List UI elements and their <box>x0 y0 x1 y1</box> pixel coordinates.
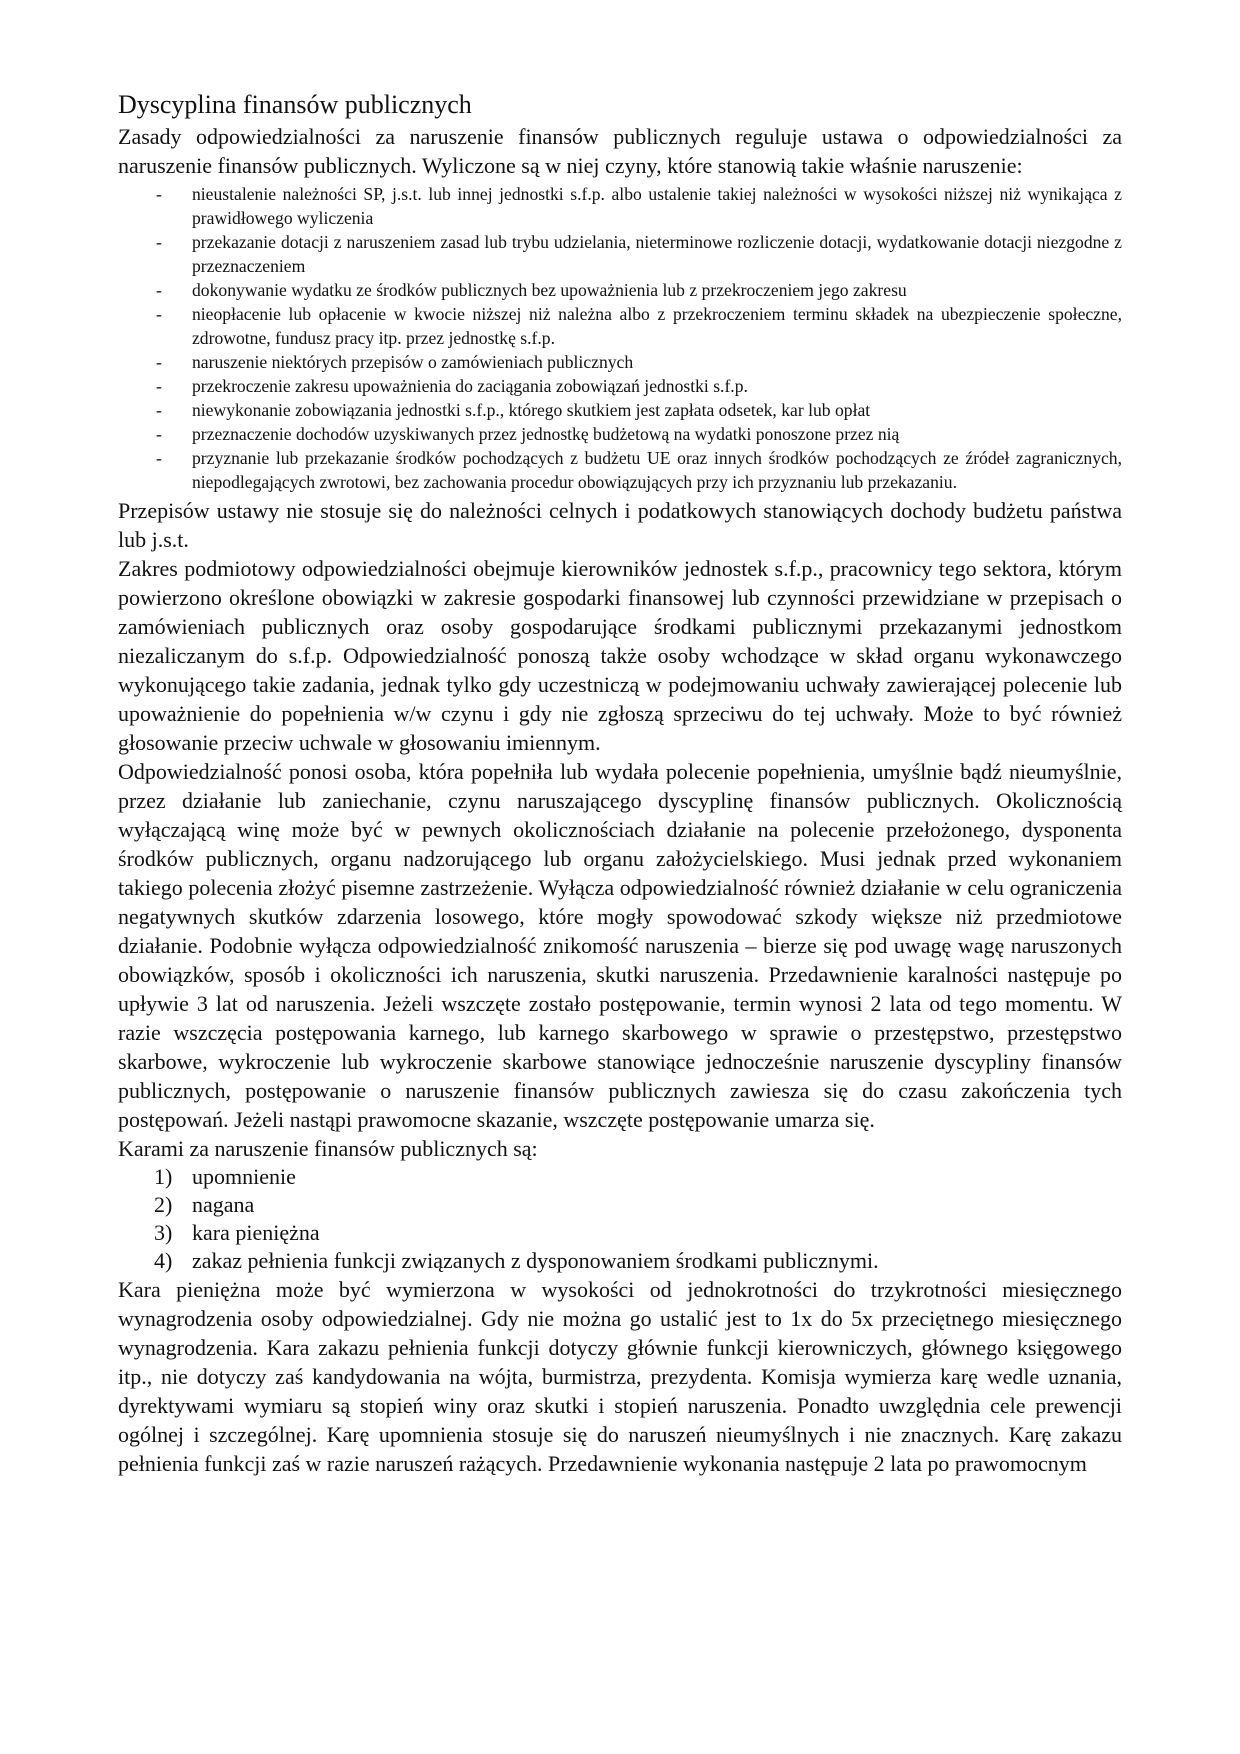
list-item-text: przekroczenie zakresu upoważnienia do zaciągania zobowiązań jednostki s.f.p. <box>192 376 748 396</box>
dash-marker: - <box>156 400 162 420</box>
list-item <box>118 1247 1122 1275</box>
dash-marker: - <box>156 304 162 324</box>
list-item <box>118 422 1122 446</box>
list-item <box>118 1219 1122 1247</box>
list-item <box>118 446 1122 494</box>
liability-paragraph: Odpowiedzialność ponosi osoba, która popełniła lub wydała polecenie popełnienia, umyślnie bądź nieumyślnie, przez działanie lub zaniechanie, czynu naruszającego dyscyplinę finansów publicznych. Okolicznością wyłączającą winę może być w pewnych okolicznościach działanie na polecenie przełożonego, dysponenta środków publicznych, organu nadzorującego lub organu założycielskiego. Musi jednak przed wykonaniem takiego polecenia złożyć pisemne zastrzeżenie. Wyłącza odpowiedzialność również działanie w celu ograniczenia negatywnych skutków zdarzenia losowego, które mogły spowodować szkody większe niż przedmiotowe działanie. Podobnie wyłącza odpowiedzialność znikomość naruszenia – bierze się pod uwagę wagę naruszonych obowiązków, sposób i okoliczności ich naruszenia, skutki naruszenia. Przedawnienie karalności następuje po upływie 3 lat od naruszenia. Jeżeli wszczęte zostało postępowanie, termin wynosi 2 lata od tego momentu. W razie wszczęcia postępowania karnego, lub karnego skarbowego w sprawie o przestępstwo, przestępstwo skarbowe, wykroczenie lub wykroczenie skarbowe stanowiące jednocześnie naruszenie dyscypliny finansów publicznych, postępowanie o naruszenie finansów publicznych zawiesza się do czasu zakończenia tych postępowań. Jeżeli nastąpi prawomocne skazanie, wszczęte postępowanie umarza się. <box>118 759 1122 1132</box>
list-item <box>118 398 1122 422</box>
list-item-text: upomnienie <box>192 1164 296 1189</box>
list-item <box>118 230 1122 278</box>
dash-marker: - <box>156 448 162 468</box>
list-item-text: zakaz pełnienia funkcji związanych z dysponowaniem środkami publicznymi. <box>192 1248 879 1273</box>
dash-marker: - <box>156 184 162 204</box>
list-item-text: przyznanie lub przekazanie środków pochodzących z budżetu UE oraz innych środków pochodzących ze źródeł zagranicznych, niepodlegających zwrotowi, bez zachowania procedur obowiązujących przy ich przyznaniu lub przekazaniu. <box>192 448 1122 492</box>
scope-paragraph: Zakres podmiotowy odpowiedzialności obejmuje kierowników jednostek s.f.p., pracownicy tego sektora, którym powierzono określone obowiązki w zakresie gospodarki finansowej lub czynności przewidziane w przepisach o zamówieniach publicznych oraz osoby gospodarujące środkami publicznymi przekazanymi jednostkom niezaliczanym do s.f.p. Odpowiedzialność ponoszą także osoby wchodzące w skład organu wykonawczego wykonującego takie zadania, jednak tylko gdy uczestniczą w podejmowaniu uchwały zawierającej polecenie lub upoważnienie do popełnienia w/w czynu i gdy nie zgłoszą sprzeciwu do tej uchwały. Może to być również głosowanie przeciw uchwale w głosowaniu imiennym. <box>118 556 1122 755</box>
dash-marker: - <box>156 280 162 300</box>
list-item-text: dokonywanie wydatku ze środków publicznych bez upoważnienia lub z przekroczeniem jego zakresu <box>192 280 907 300</box>
intro-paragraph: Zasady odpowiedzialności za naruszenie finansów publicznych reguluje ustawa o odpowiedzialności za naruszenie finansów publicznych. Wyliczone są w niej czyny, które stanowią takie właśnie naruszenie: <box>118 124 1122 178</box>
list-item <box>118 278 1122 302</box>
list-number: 2) <box>154 1192 173 1217</box>
list-item <box>118 350 1122 374</box>
penalties-list <box>118 1163 1122 1275</box>
list-item-text: niewykonanie zobowiązania jednostki s.f.p., którego skutkiem jest zapłata odsetek, kar lub opłat <box>192 400 871 420</box>
dash-marker: - <box>156 232 162 252</box>
fine-paragraph: Kara pieniężna może być wymierzona w wysokości od jednokrotności do trzykrotności miesięcznego wynagrodzenia osoby odpowiedzialnej. Gdy nie można go ustalić jest to 1x do 5x przeciętnego miesięcznego wynagrodzenia. Kara zakazu pełnienia funkcji dotyczy głównie funkcji kierowniczych, głównego księgowego itp., nie dotyczy zaś kandydowania na wójta, burmistrza, prezydenta. Komisja wymierza karę wedle uznania, dyrektywami wymiaru są stopień winy oraz skutki i stopień naruszenia. Ponadto uwzględnia cele prewencji ogólnej i szczególnej. Karę upomnienia stosuje się do naruszeń nieumyślnych i nie znacznych. Karę zakazu pełnienia funkcji zaś w razie naruszeń rażących. Przedawnienie wykonania następuje 2 lata po prawomocnym <box>118 1277 1122 1476</box>
list-item <box>118 182 1122 230</box>
list-item-text: przekazanie dotacji z naruszeniem zasad lub trybu udzielania, nieterminowe rozliczenie dotacji, wydatkowanie dotacji niezgodne z przeznaczeniem <box>192 232 1122 276</box>
list-number: 1) <box>154 1164 173 1189</box>
document-page <box>118 88 1122 1478</box>
penalties-intro: Karami za naruszenie finansów publicznych są: <box>118 1136 538 1161</box>
list-item <box>118 302 1122 350</box>
list-number: 4) <box>154 1248 173 1273</box>
list-item-text: kara pieniężna <box>192 1220 320 1245</box>
dash-marker: - <box>156 376 162 396</box>
dash-marker: - <box>156 352 162 372</box>
exclusions-paragraph: Przepisów ustawy nie stosuje się do należności celnych i podatkowych stanowiących dochody budżetu państwa lub j.s.t. <box>118 498 1122 552</box>
document-title: Dyscyplina finansów publicznych <box>118 90 472 119</box>
list-item-text: nieustalenie należności SP, j.s.t. lub innej jednostki s.f.p. albo ustalenie takiej należności w wysokości niższej niż wynikająca z prawidłowego wyliczenia <box>192 184 1122 228</box>
list-item <box>118 374 1122 398</box>
violations-list <box>118 182 1122 494</box>
list-item-text: nagana <box>192 1192 255 1217</box>
list-number: 3) <box>154 1220 173 1245</box>
list-item <box>118 1191 1122 1219</box>
list-item-text: naruszenie niektórych przepisów o zamówieniach publicznych <box>192 352 634 372</box>
list-item-text: przeznaczenie dochodów uzyskiwanych przez jednostkę budżetową na wydatki ponoszone przez nią <box>192 424 900 444</box>
list-item <box>118 1163 1122 1191</box>
list-item-text: nieopłacenie lub opłacenie w kwocie niższej niż należna albo z przekroczeniem terminu składek na ubezpieczenie społeczne, zdrowotne, fundusz pracy itp. przez jednostkę s.f.p. <box>192 304 1122 348</box>
dash-marker: - <box>156 424 162 444</box>
